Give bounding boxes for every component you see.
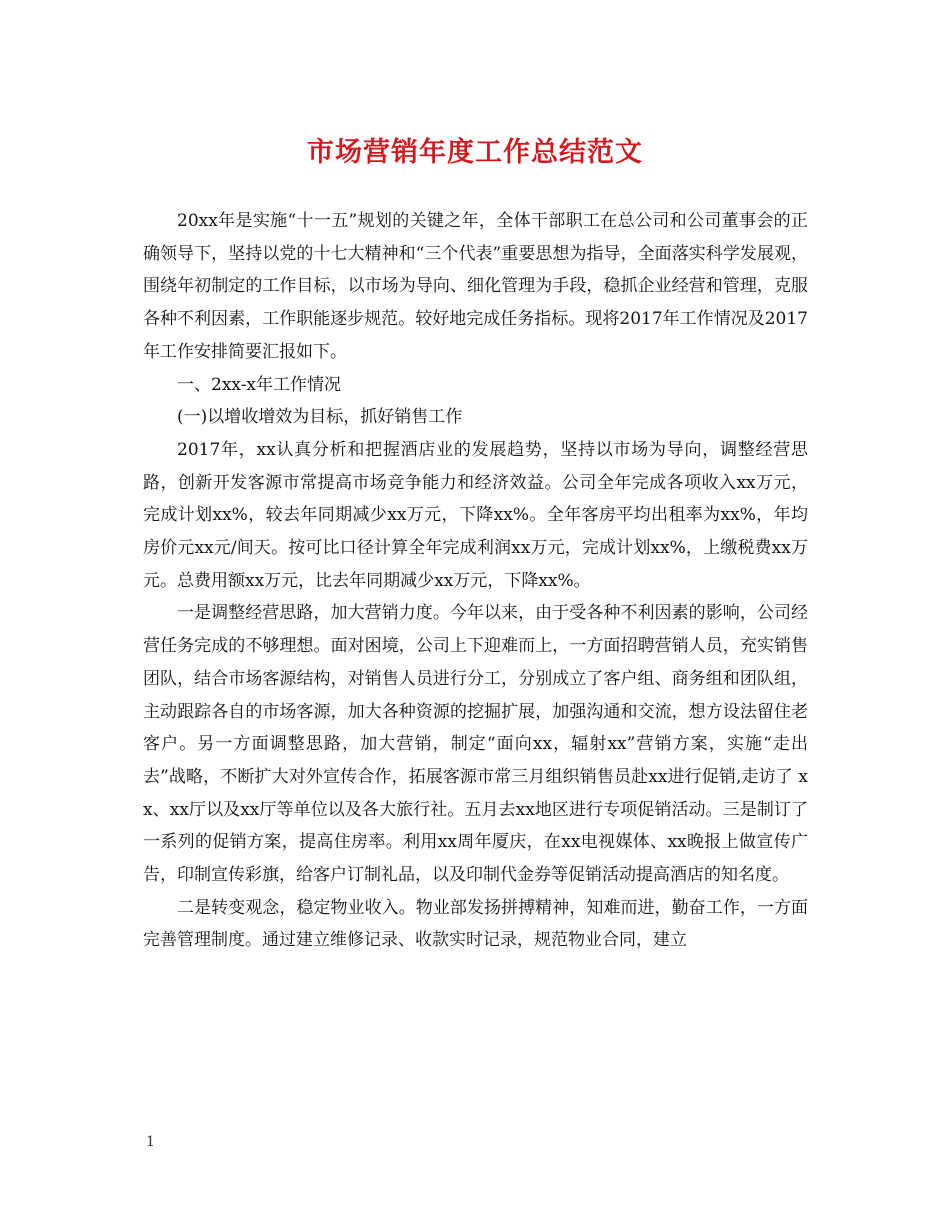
paragraph-marketing: 一是调整经营思路，加大营销力度。今年以来，由于受各种不利因素的影响，公司经营任务完成的不够理想。面对困境，公司上下迎难而上，一方面招聘营销人员，充实销售团队，结合市场客源结构，对销售人员进行分工，分别成立了客户组、商务组和团队组，主动跟踪各自的市场客源，加大各种资源的挖掘扩展，加强沟通和交流，想方设法留住老客户。另一方面调整思路，加大营销，制定“面向xx，辐射xx”营销方案，实施“走出去”战略，不断扩大对外宣传合作，拓展客源市常三月组织销售员赴xx进行促销,走访了 xx、xx厅以及xx厅等单位以及各大旅行社。五月去xx地区进行专项促销活动。三是制订了一系列的促销方案，提高住房率。利用xx周年厦庆，在xx电视媒体、xx晚报上做宣传广告，印制宣传彩旗，给客户订制礼品，以及印制代金券等促销活动提高酒店的知名度。 <box>143 603 808 886</box>
document-body <box>143 205 808 957</box>
paragraph-results: 2017年，xx认真分析和把握酒店业的发展趋势，坚持以市场为导向，调整经营思路，创新开发客源市常提高市场竞争能力和经济效益。公司全年完成各项收入xx万元，完成计划xx%，较去年同期减少xx万元，下降xx%。全年客房平均出租率为xx%，年均房价元xx元/间天。按可比口径计算全年完成利润xx万元，完成计划xx%，上缴税费xx万元。总费用额xx万元，比去年同期减少xx万元，下降xx%。 <box>143 439 808 591</box>
document-title: 市场营销年度工作总结范文 <box>307 137 643 168</box>
section-heading: 一、2xx-x年工作情况 <box>177 374 342 395</box>
paragraph-property: 二是转变观念，稳定物业收入。物业部发扬拼搏精神，知难而进，勤奋工作，一方面完善管理制度。通过建立维修记录、收款实时记录，规范物业合同，建立 <box>143 897 808 951</box>
paragraph-intro: 20xx年是实施“十一五”规划的关键之年，全体干部职工在总公司和公司董事会的正确领导下，坚持以党的十七大精神和“三个代表”重要思想为指导，全面落实科学发展观，围绕年初制定的工作目标，以市场为导向、细化管理为手段，稳抓企业经营和管理，克服各种不利因素，工作职能逐步规范。较好地完成任务指标。现将2017年工作情况及2017年工作安排简要汇报如下。 <box>143 211 808 362</box>
page-number: 1 <box>146 1134 155 1150</box>
subsection-heading: (一)以增收增效为目标，抓好销售工作 <box>177 407 463 428</box>
